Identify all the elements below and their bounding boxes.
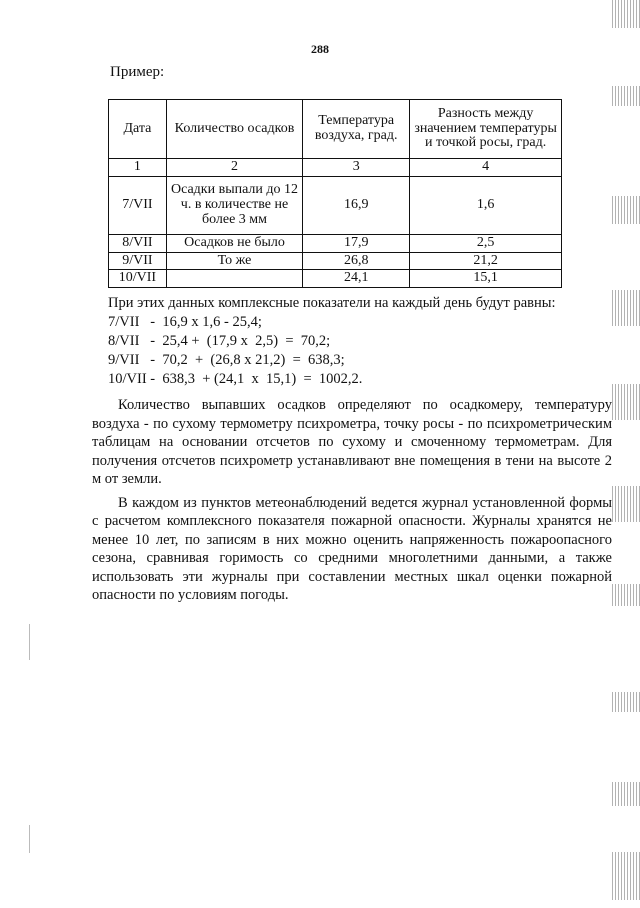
data-table: [108, 99, 562, 288]
scan-artifact: [612, 0, 640, 28]
calculation-line: 10/VII - 638,3 + (24,1 х 15,1) = 1002,2.: [108, 371, 363, 387]
cell-temperature: 16,9: [303, 177, 410, 235]
header-temperature: Температура воздуха, град.: [303, 100, 410, 159]
cell-date: 7/VII: [109, 177, 167, 235]
cell-precipitation: То же: [166, 252, 302, 270]
body-text: [92, 396, 612, 610]
column-number: 4: [410, 159, 562, 177]
scan-artifact: [612, 196, 640, 224]
cell-precipitation: [166, 270, 302, 288]
column-number-row: [109, 159, 562, 177]
table-header-row: [109, 100, 562, 159]
cell-precipitation: Осадков не было: [166, 235, 302, 253]
cell-difference: 1,6: [410, 177, 562, 235]
scan-artifact: [612, 782, 640, 806]
calculation-block: [108, 294, 556, 389]
cell-difference: 21,2: [410, 252, 562, 270]
scan-artifact: [612, 584, 640, 606]
column-number: 1: [109, 159, 167, 177]
cell-difference: 2,5: [410, 235, 562, 253]
calculation-intro: При этих данных комплексные показатели на каждый день будут равны:: [108, 295, 556, 311]
cell-temperature: 26,8: [303, 252, 410, 270]
cell-precipitation: Осадки выпали до 12 ч. в количестве не более 3 мм: [166, 177, 302, 235]
cell-difference: 15,1: [410, 270, 562, 288]
scan-artifact: [612, 486, 640, 522]
table-row: [109, 270, 562, 288]
scan-artifact: [612, 290, 640, 326]
calculation-line: 7/VII - 16,9 х 1,6 - 25,4;: [108, 314, 262, 330]
paragraph: В каждом из пунктов метеонаблюдений ведется журнал установленной формы с расчетом комплексного показателя пожарной опасности. Журналы хранятся не менее 10 лет, по записям в них можно оценить напряженность пожароопасного сезона, сравнивая горимость со средними многолетними данными, а также использовать эти журналы при составлении местных шкал оценки пожарной опасности по условиям погоды.: [92, 494, 612, 603]
cell-temperature: 17,9: [303, 235, 410, 253]
scan-artifact: [612, 692, 640, 712]
cell-date: 8/VII: [109, 235, 167, 253]
scan-artifact: [612, 852, 640, 900]
calculation-line: 8/VII - 25,4 + (17,9 х 2,5) = 70,2;: [108, 333, 331, 349]
paragraph: Количество выпавших осадков определяют по осадкомеру, температуру воздуха - по сухому термометру психрометра, точку росы - по психрометрическим таблицам на основании отсчетов по сухому и смоченному термометрам. Для получения отсчетов психрометр устанавливают вне помещения в тени на высоте 2 м от земли.: [92, 397, 612, 487]
table-row: [109, 177, 562, 235]
scan-artifact: [612, 384, 640, 420]
scan-artifact: [29, 825, 30, 853]
column-number: 2: [166, 159, 302, 177]
table-row: [109, 235, 562, 253]
cell-date: 10/VII: [109, 270, 167, 288]
table-row: [109, 252, 562, 270]
header-date: Дата: [109, 100, 167, 159]
column-number: 3: [303, 159, 410, 177]
scan-artifact: [29, 624, 30, 660]
page-number: 288: [311, 42, 329, 56]
example-label: Пример:: [110, 64, 165, 80]
scan-artifact: [612, 86, 640, 106]
cell-temperature: 24,1: [303, 270, 410, 288]
header-difference: Разность между значением температуры и точкой росы, град.: [410, 100, 562, 159]
header-precipitation: Количество осадков: [166, 100, 302, 159]
cell-date: 9/VII: [109, 252, 167, 270]
calculation-line: 9/VII - 70,2 + (26,8 х 21,2) = 638,3;: [108, 352, 345, 368]
